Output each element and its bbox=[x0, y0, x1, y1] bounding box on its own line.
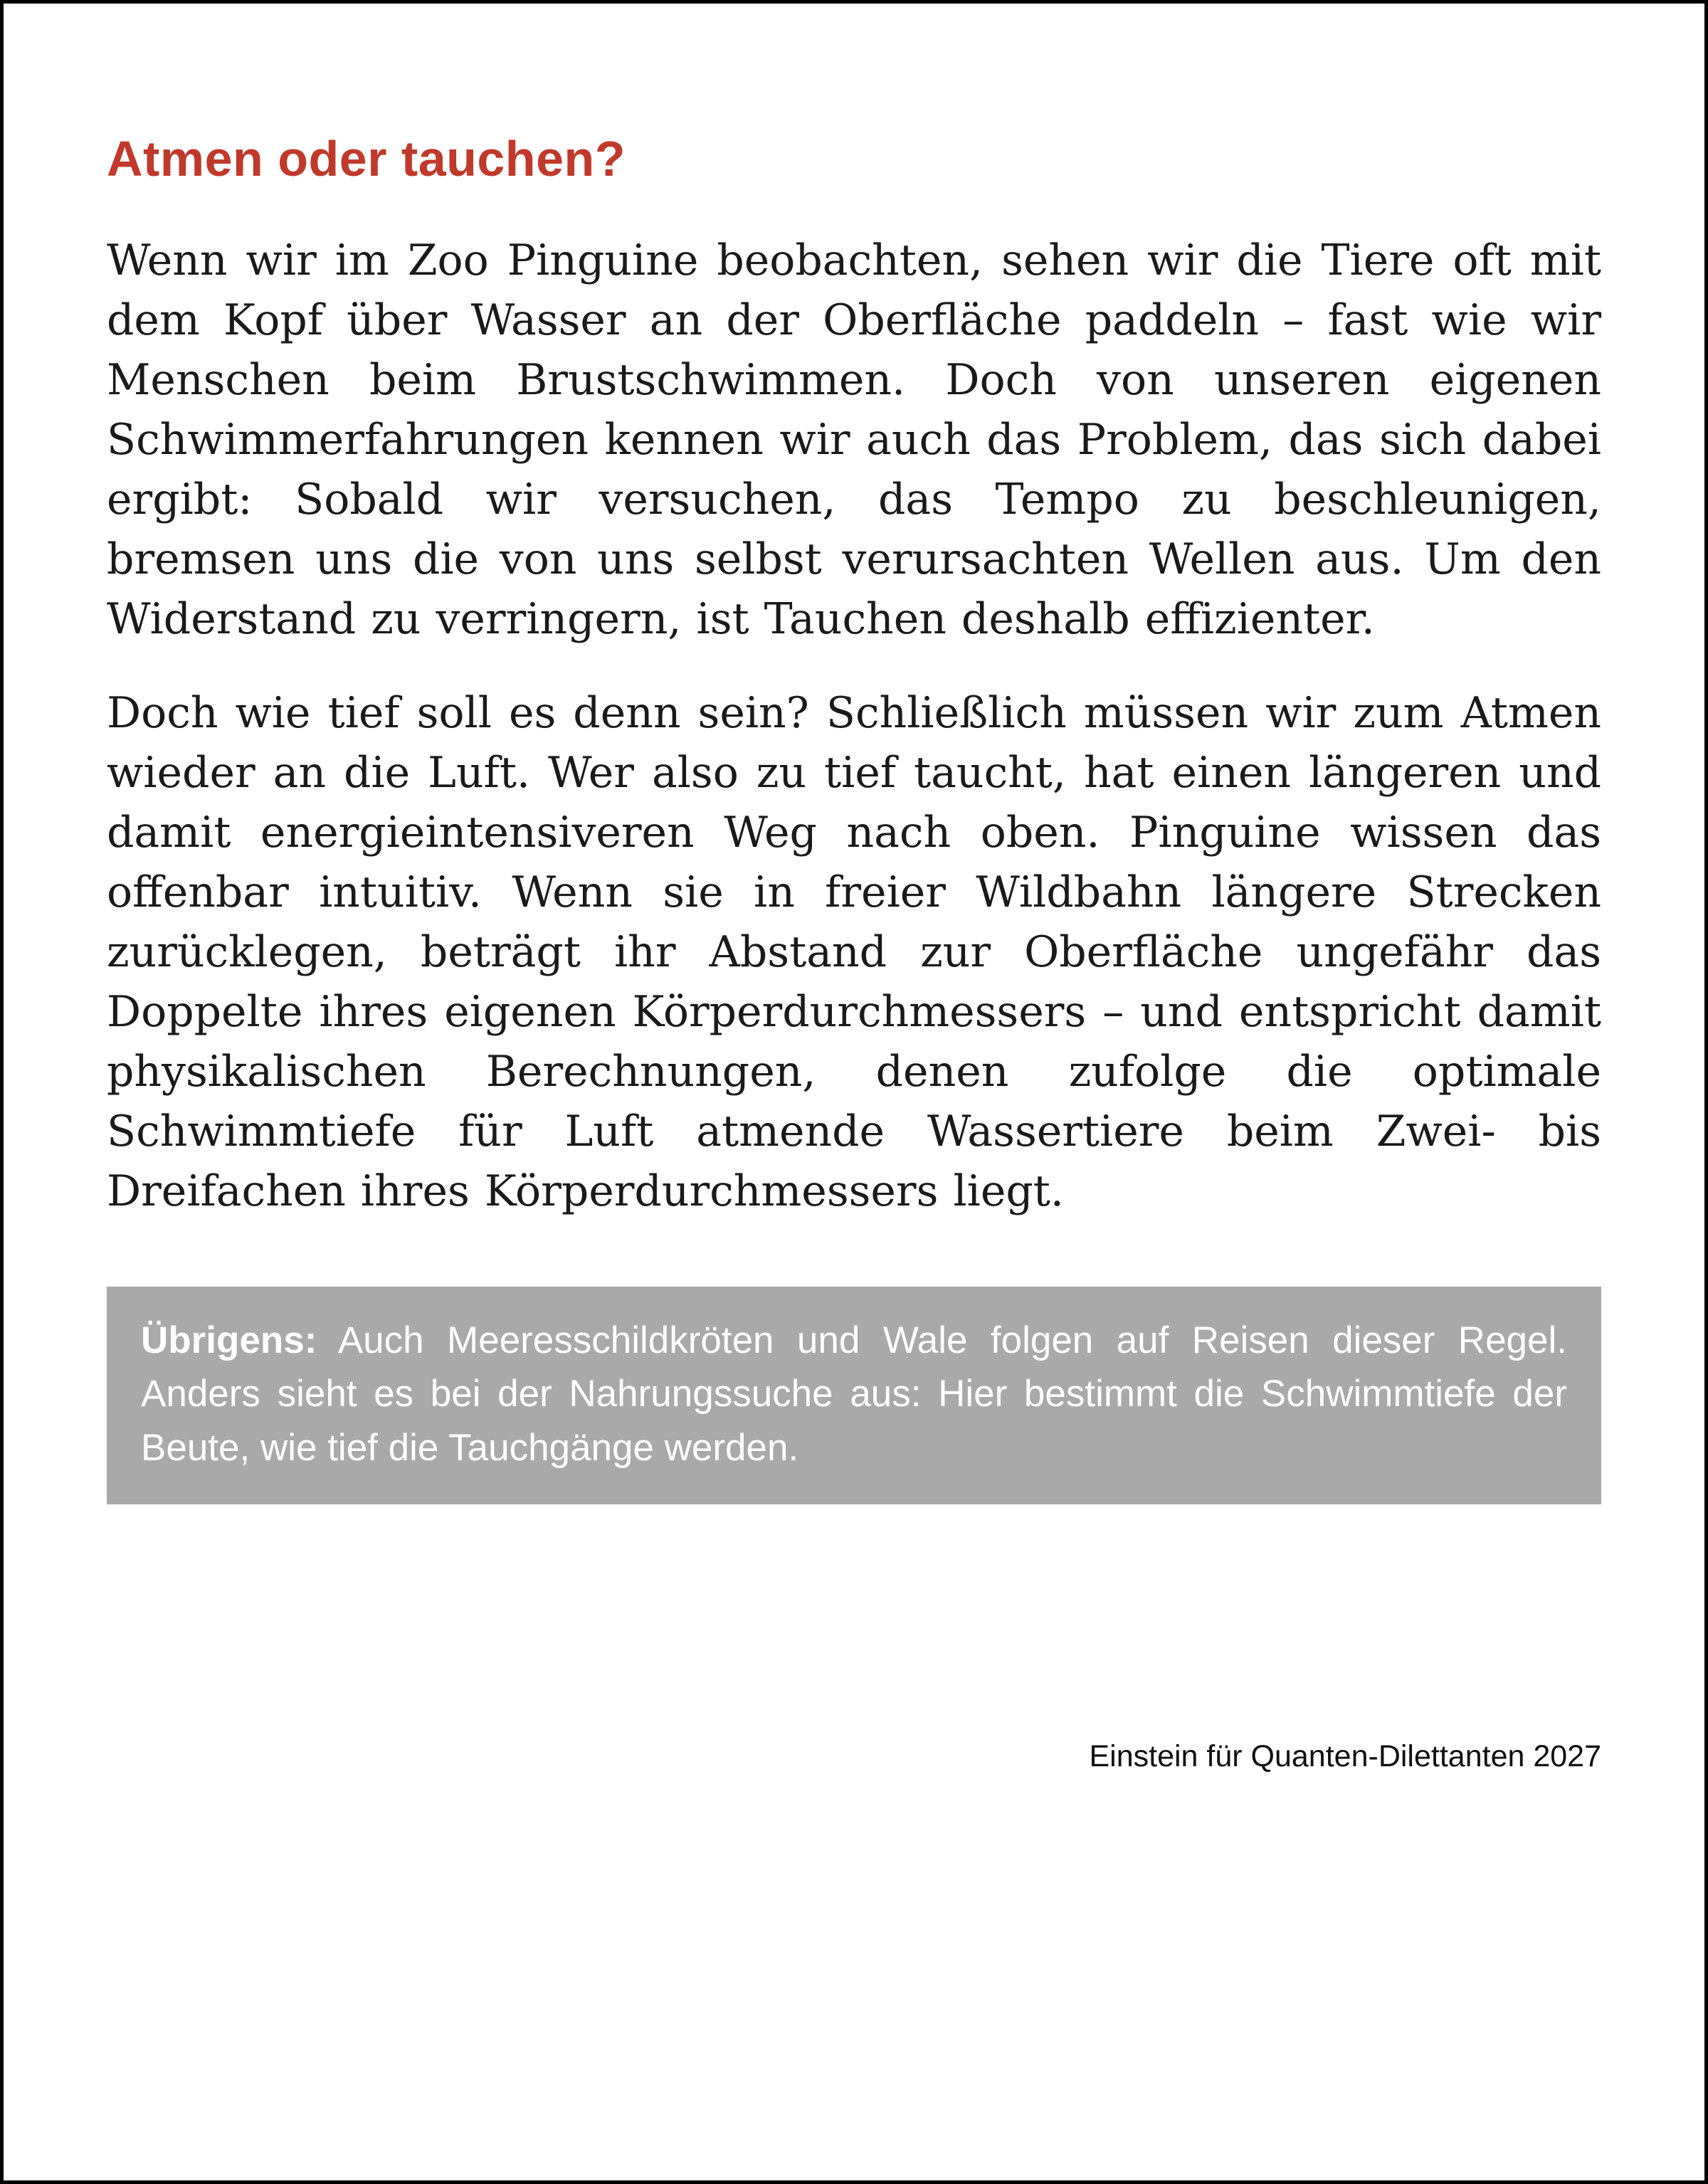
note-label: Übrigens: bbox=[141, 1319, 317, 1361]
note-box bbox=[107, 1287, 1601, 1504]
note-text-block bbox=[141, 1314, 1567, 1475]
body-paragraph-2: Doch wie tief soll es denn sein? Schließlich müssen wir zum Atmen wieder an die Luft. Wer also zu tief taucht, hat einen längeren und damit energieintensiveren Weg nach oben. Pinguine wissen das offenbar intuitiv. Wenn sie in freier Wildbahn längere Strecken zurücklegen, beträgt ihr Abstand zur Oberfläche ungefähr das Doppelte ihres eigenen Körperdurchmessers – und entspricht damit physikalischen Berechnungen, denen zufolge die optimale Schwimmtiefe für Luft atmende Wassertiere beim Zwei- bis Dreifachen ihres Körperdurchmessers liegt. bbox=[107, 688, 1601, 1216]
note-text: Auch Meeresschildkröten und Wale folgen auf Reisen dieser Regel. Anders sieht es bei der Nahrungssuche aus: Hier bestimmt die Schwimmtiefe der Beute, wie tief die Tauchgänge werden. bbox=[141, 1319, 1567, 1469]
footer-credit: Einstein für Quanten-Dilettanten 2027 bbox=[1089, 1739, 1601, 1773]
body-paragraph-1: Wenn wir im Zoo Pinguine beobachten, sehen wir die Tiere oft mit dem Kopf über Wasser an der Oberfläche paddeln – fast wie wir Menschen beim Brustschwimmen. Doch von unseren eigenen Schwimmerfahrungen kennen wir auch das Problem, das sich dabei ergibt: Sobald wir versuchen, das Tempo zu beschleunigen, bremsen uns die von uns selbst verursachten Wellen aus. Um den Widerstand zu verringern, ist Tauchen deshalb effizienter. bbox=[107, 236, 1601, 644]
page-title: Atmen oder tauchen? bbox=[107, 131, 626, 186]
